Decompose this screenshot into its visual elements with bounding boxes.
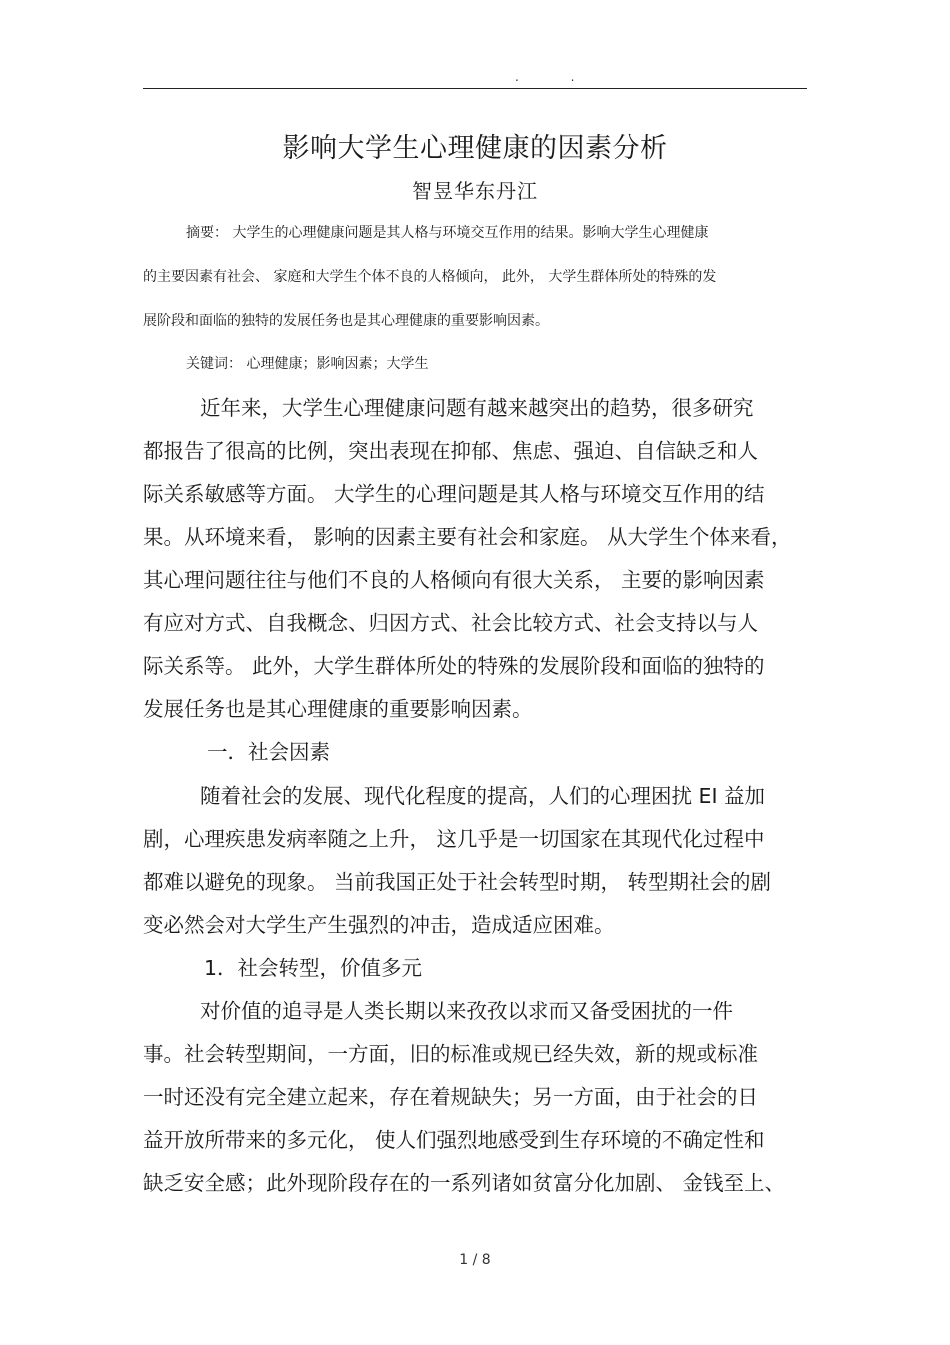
body-line-13: 对价值的追寻是人类长期以来孜孜以求而又备受困扰的一件: [200, 999, 733, 1023]
header-dots: . .: [515, 70, 599, 84]
body-line-16: 益开放所带来的多元化， 使人们强烈地感受到生存环境的不确定性和: [143, 1128, 765, 1152]
page-number: 1 / 8: [459, 1252, 491, 1268]
document-author: 智昱华东丹江: [412, 179, 538, 203]
body-line-7: 际关系等。 此外，大学生群体所处的特殊的发展阶段和面临的独特的: [143, 654, 765, 678]
body-line-17: 缺乏安全感；此外现阶段存在的一系列诸如贫富分化加剧、 金钱至上、: [143, 1171, 786, 1195]
body-line-3: 际关系敏感等方面。 大学生的心理问题是其人格与环境交互作用的结: [143, 482, 765, 506]
header-rule: [143, 88, 807, 89]
body-line-9: 随着社会的发展、现代化程度的提高，人们的心理困扰 EI 益加: [200, 784, 766, 808]
abstract-line-3: 展阶段和面临的独特的发展任务也是其心理健康的重要影响因素。: [143, 313, 549, 329]
body-line-14: 事。社会转型期间，一方面，旧的标准或规已经失效，新的规或标准: [143, 1042, 758, 1066]
subsection-heading-1: 1．社会转型，价值多元: [204, 956, 423, 980]
keywords-line: 关键词： 心理健康；影响因素；大学生: [186, 356, 429, 372]
body-line-8: 发展任务也是其心理健康的重要影响因素。: [143, 697, 533, 721]
body-line-12: 变必然会对大学生产生强烈的冲击，造成适应困难。: [143, 913, 615, 937]
body-line-6: 有应对方式、自我概念、归因方式、社会比较方式、社会支持以与人: [143, 611, 758, 635]
section-heading-1: 一．社会因素: [207, 740, 330, 764]
body-line-1: 近年来，大学生心理健康问题有越来越突出的趋势，很多研究: [200, 396, 754, 420]
document-title: 影响大学生心理健康的因素分析: [282, 133, 668, 164]
body-line-5: 其心理问题往往与他们不良的人格倾向有很大关系， 主要的影响因素: [143, 568, 765, 592]
body-line-11: 都难以避免的现象。 当前我国正处于社会转型时期， 转型期社会的剧: [143, 870, 772, 894]
body-line-15: 一时还没有完全建立起来，存在着规缺失；另一方面，由于社会的日: [143, 1085, 758, 1109]
abstract-line-1: 摘要： 大学生的心理健康问题是其人格与环境交互作用的结果。影响大学生心理健康: [186, 225, 709, 241]
body-line-2: 都报告了很高的比例，突出表现在抑郁、焦虑、强迫、自信缺乏和人: [143, 439, 758, 463]
body-line-4: 果。从环境来看， 影响的因素主要有社会和家庭。 从大学生个体来看，: [143, 525, 792, 549]
abstract-line-2: 的主要因素有社会、 家庭和大学生个体不良的人格倾向， 此外， 大学生群体所处的特殊的发: [143, 269, 717, 285]
body-line-10: 剧，心理疾患发病率随之上升， 这几乎是一切国家在其现代化过程中: [143, 827, 765, 851]
